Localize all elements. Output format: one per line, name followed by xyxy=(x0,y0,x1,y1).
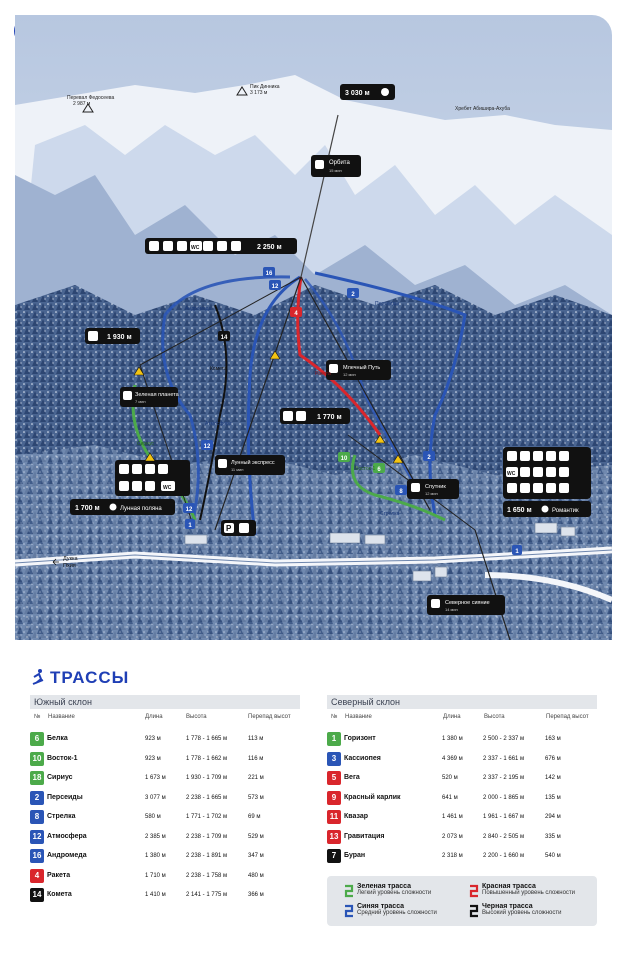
trail-row xyxy=(327,752,593,766)
blue-trail-icon xyxy=(343,904,355,918)
trail-row xyxy=(30,752,296,766)
trails-title: ТРАССЫ xyxy=(50,668,130,687)
trail-row xyxy=(30,771,296,785)
trail-name: Персеиды xyxy=(47,793,83,801)
trail-badge: 10 xyxy=(340,456,348,462)
trail-drop: 69 м xyxy=(248,814,261,820)
trail-number-badge: 6 xyxy=(30,732,44,746)
trail-row xyxy=(30,810,296,824)
col-num: № xyxy=(331,714,338,720)
direction-label: Дукка xyxy=(63,556,78,562)
trail-length: 923 м xyxy=(145,736,161,742)
station-height: 1 770 м xyxy=(317,414,342,421)
peak-height: 3 173 м xyxy=(250,90,268,96)
lift-name: Млечный Путь xyxy=(343,365,381,371)
trail-number-badge: 3 xyxy=(327,752,341,766)
trail-drop: 116 м xyxy=(248,755,264,762)
lift-time: 7 мин xyxy=(135,399,146,404)
trail-name: Сириус xyxy=(47,774,73,781)
trail-row xyxy=(327,810,593,824)
trail-length: 1 461 м xyxy=(442,814,463,820)
trail-length: 580 м xyxy=(145,814,161,820)
trail-number-badge: 12 xyxy=(30,830,44,844)
wc-label: WC xyxy=(191,245,200,251)
trail-number-badge: 16 xyxy=(30,849,44,863)
trail-name: Красный карлик xyxy=(344,793,401,801)
trail-drop: 480 м xyxy=(248,872,264,879)
trail-row xyxy=(30,830,296,844)
trail-row xyxy=(30,791,296,805)
trail-number-badge: 10 xyxy=(30,752,44,766)
trail-row xyxy=(30,849,296,863)
trail-badge: 6 xyxy=(377,467,381,473)
lift-severnoe-tag[interactable] xyxy=(427,595,505,615)
trail-drop: 221 м xyxy=(248,775,264,781)
trail-length: 520 м xyxy=(442,775,458,781)
trail-altitude: 1 771 - 1 702 м xyxy=(186,814,228,820)
trail-drop: 163 м xyxy=(545,736,561,742)
black-trail-icon xyxy=(468,904,480,918)
trail-drop: 113 м xyxy=(248,736,264,742)
map-illustration xyxy=(15,15,612,640)
legend-item-red: Красная трасса Повышенный уровень сложности xyxy=(482,883,575,896)
trail-badge: 8 xyxy=(399,489,403,495)
trail-name: Гравитация xyxy=(344,832,385,840)
trail-altitude: 2 238 - 1 758 м xyxy=(186,872,228,879)
trail-drop: 573 м xyxy=(248,794,264,801)
trail-drop: 676 м xyxy=(545,755,561,762)
trail-altitude: 2 840 - 2 505 м xyxy=(483,833,525,840)
station-name: Романтик xyxy=(552,508,579,514)
trail-drop: 347 м xyxy=(248,853,264,859)
trail-drop: 294 м xyxy=(545,814,561,820)
col-altitude: Высота xyxy=(186,714,207,720)
svg-text:P: P xyxy=(226,524,232,533)
trail-badge: 1 xyxy=(515,549,519,555)
trail-badge: 14 xyxy=(220,335,228,341)
trail-badge: 1 xyxy=(188,523,192,529)
trail-altitude: 2 000 - 1 865 м xyxy=(483,794,525,801)
trail-length: 1 380 м xyxy=(145,853,166,859)
trail-name: Кассиопея xyxy=(344,754,381,762)
col-drop: Перепад высот xyxy=(546,714,589,720)
services-west[interactable] xyxy=(115,460,190,496)
trail-row xyxy=(30,732,296,746)
trail-row xyxy=(30,869,296,883)
trail-length: 1 410 м xyxy=(145,892,166,898)
lift-sputnik-tag[interactable] xyxy=(407,479,459,499)
trail-length: 923 м xyxy=(145,755,161,762)
station-name: Лунная поляна xyxy=(120,506,162,512)
lift-mlechny-tag[interactable] xyxy=(326,360,391,380)
trail-badge: 4 xyxy=(294,311,298,317)
trail-name: Атмосфера xyxy=(47,832,87,840)
trail-name: Ракета xyxy=(47,871,71,879)
lift-time: 12 мин xyxy=(343,372,356,377)
trail-altitude: 1 961 - 1 667 м xyxy=(483,814,525,820)
legend-item-green: Зеленая трасса Легкий уровень сложности xyxy=(357,883,431,896)
trail-name: Горизонт xyxy=(344,735,376,742)
trail-row xyxy=(327,830,593,844)
trail-name: Восток-1 xyxy=(47,754,78,762)
trail-drop: 540 м xyxy=(545,853,561,859)
services-east[interactable] xyxy=(503,447,591,499)
lift-name: Орбита xyxy=(329,160,350,166)
trail-number-badge: 8 xyxy=(30,810,44,824)
trail-altitude: 1 930 - 1 709 м xyxy=(186,775,228,781)
trail-number-badge: 5 xyxy=(327,771,341,785)
trail-altitude: 2 238 - 1 891 м xyxy=(186,853,228,859)
peak-height: 2 987 м xyxy=(73,101,91,107)
col-altitude: Высота xyxy=(484,714,505,720)
trail-altitude: 2 337 - 1 661 м xyxy=(483,755,525,762)
trail-label: Ракета xyxy=(315,371,331,377)
col-name: Название xyxy=(48,714,75,720)
parking-tag[interactable] xyxy=(221,520,256,536)
trail-length: 3 077 м xyxy=(145,794,166,801)
col-num: № xyxy=(34,714,41,720)
trail-badge: 12 xyxy=(271,284,279,290)
station-height: 1 930 м xyxy=(107,334,132,341)
ski-map xyxy=(15,15,612,640)
station-height: 1 700 м xyxy=(75,505,100,512)
skier-icon xyxy=(31,668,45,686)
trail-altitude: 2 337 - 2 195 м xyxy=(483,775,525,781)
trail-altitude: 2 200 - 1 660 м xyxy=(483,853,525,859)
trail-name: Буран xyxy=(344,852,366,859)
lift-time: 12 мин xyxy=(425,491,438,496)
trail-badge: 16 xyxy=(265,271,273,277)
legend-item-black: Черная трасса Высокий уровень сложности xyxy=(482,903,562,916)
red-trail-icon xyxy=(468,884,480,898)
trail-number-badge: 4 xyxy=(30,869,44,883)
direction-label: Пхия xyxy=(63,563,76,569)
trail-name: Квазар xyxy=(344,813,369,820)
trail-altitude: 2 238 - 1 709 м xyxy=(186,833,228,840)
trail-length: 641 м xyxy=(442,794,458,801)
trail-name: Белка xyxy=(47,735,68,742)
trail-drop: 366 м xyxy=(248,892,264,898)
station-1650[interactable] xyxy=(503,501,591,517)
trail-number-badge: 14 xyxy=(30,888,44,902)
col-name: Название xyxy=(345,714,372,720)
trail-name: Андромеда xyxy=(47,852,87,859)
trail-altitude: 2 238 - 1 665 м xyxy=(186,794,228,801)
trail-label: Комета xyxy=(210,366,227,372)
trail-length: 2 318 м xyxy=(442,853,463,859)
trail-name: Вега xyxy=(344,774,360,781)
trail-length: 4 369 м xyxy=(442,755,463,762)
station-2250[interactable] xyxy=(145,238,297,254)
trail-label: Восток-1 xyxy=(355,466,376,472)
trail-length: 2 073 м xyxy=(442,833,463,840)
trail-drop: 529 м xyxy=(248,833,264,840)
trail-name: Комета xyxy=(47,891,72,898)
trail-length: 2 385 м xyxy=(145,833,166,840)
north-panel-title: Северный склон xyxy=(327,695,597,709)
wc-label: WC xyxy=(507,471,516,477)
lift-zelenaya-tag[interactable] xyxy=(120,387,180,407)
trail-number-badge: 18 xyxy=(30,771,44,785)
trail-length: 1 673 м xyxy=(145,775,166,781)
trail-number-badge: 2 xyxy=(30,791,44,805)
legend-item-blue: Синяя трасса Средний уровень сложности xyxy=(357,903,437,916)
trail-altitude: 1 778 - 1 662 м xyxy=(186,755,228,762)
peak-label: Перевал Федосеева xyxy=(67,95,115,101)
lift-name: Лунный экспресс xyxy=(231,460,275,466)
trail-number-badge: 9 xyxy=(327,791,341,805)
trail-row xyxy=(327,771,593,785)
green-trail-icon xyxy=(343,884,355,898)
col-length: Длина xyxy=(443,714,461,720)
ridge-label: Хребет Абишира-Ахуба xyxy=(455,106,510,112)
trail-number-badge: 7 xyxy=(327,849,341,863)
trail-row xyxy=(30,888,296,902)
station-1930[interactable] xyxy=(85,328,140,344)
col-length: Длина xyxy=(145,714,163,720)
trail-label: Атмосфера xyxy=(205,421,232,427)
trail-altitude: 2 500 - 2 337 м xyxy=(483,736,525,742)
trail-label: Стрелка xyxy=(380,511,400,517)
trail-length: 1 710 м xyxy=(145,872,166,879)
trail-row xyxy=(327,849,593,863)
wc-label: WC xyxy=(163,485,172,491)
trail-drop: 335 м xyxy=(545,833,561,840)
trail-drop: 135 м xyxy=(545,794,561,801)
col-drop: Перепад высот xyxy=(248,714,291,720)
station-height: 2 250 м xyxy=(257,244,282,251)
trail-name: Стрелка xyxy=(47,813,76,820)
trail-badge: 2 xyxy=(351,292,355,298)
lift-time: 11 мин xyxy=(231,467,244,472)
station-1770[interactable] xyxy=(280,408,350,424)
trail-number-badge: 1 xyxy=(327,732,341,746)
trail-length: 1 380 м xyxy=(442,736,463,742)
trail-label: Андромеда xyxy=(185,306,212,312)
station-height: 3 030 м xyxy=(345,90,370,97)
trail-number-badge: 11 xyxy=(327,810,341,824)
difficulty-legend xyxy=(327,876,597,926)
trail-altitude: 2 141 - 1 775 м xyxy=(186,892,228,898)
trail-altitude: 1 778 - 1 665 м xyxy=(186,736,228,742)
trail-row xyxy=(327,791,593,805)
lift-time: 15 мин xyxy=(329,168,342,173)
trail-number-badge: 13 xyxy=(327,830,341,844)
trail-badge: 12 xyxy=(203,444,211,450)
station-height: 1 650 м xyxy=(507,507,532,514)
south-panel-title: Южный склон xyxy=(30,695,300,709)
lift-time: 14 мин xyxy=(445,607,458,612)
trail-drop: 142 м xyxy=(545,775,561,781)
trail-badge: 12 xyxy=(185,507,193,513)
lift-name: Северное сияние xyxy=(445,600,490,606)
lift-orbita-tag[interactable] xyxy=(311,155,361,177)
trail-label: Персеиды xyxy=(375,301,399,307)
trail-badge: 2 xyxy=(427,455,431,461)
lift-express-tag[interactable] xyxy=(215,455,285,475)
trail-label: Сириус xyxy=(137,441,154,447)
station-1700[interactable] xyxy=(70,499,175,515)
lift-name: Спутник xyxy=(425,484,446,490)
peak-label: Пик Динника xyxy=(250,84,280,90)
trail-row xyxy=(327,732,593,746)
lift-name: Зеленая планета xyxy=(135,392,179,398)
station-top[interactable] xyxy=(340,84,395,100)
